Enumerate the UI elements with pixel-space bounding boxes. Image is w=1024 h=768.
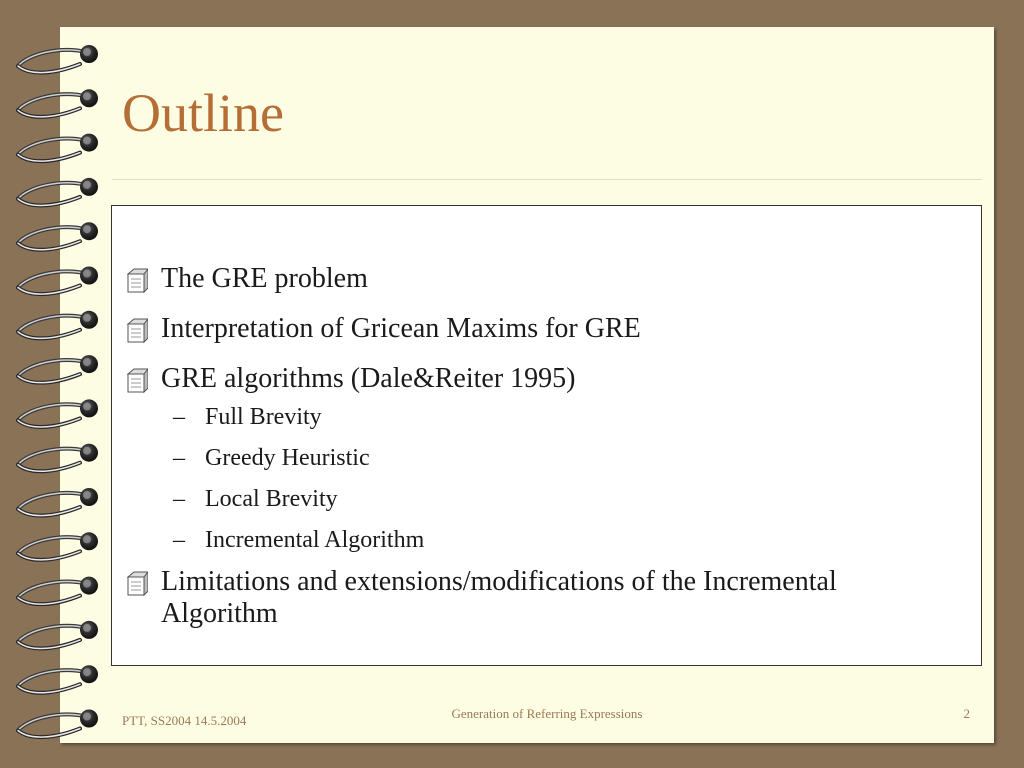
- bullet-text: The GRE problem: [161, 263, 368, 294]
- sub-item-text: Local Brevity: [205, 486, 338, 512]
- bullet-text: Limitations and extensions/modifications of the Incremental Algorithm: [161, 566, 837, 629]
- footer-course-date: PTT, SS2004 14.5.2004: [122, 713, 247, 728]
- bullet-text: GRE algorithms (Dale&Reiter 1995): [161, 363, 576, 394]
- sub-item: [161, 403, 941, 431]
- sub-item: [161, 485, 941, 513]
- sub-item-text: Incremental Algorithm: [205, 527, 425, 553]
- sub-item-text: Full Brevity: [205, 404, 322, 430]
- notebook-icon: [124, 571, 148, 597]
- dash-marker: –: [173, 445, 185, 471]
- bullet-item: [112, 263, 981, 295]
- bullet-item: [112, 313, 981, 345]
- notebook-icon: [124, 318, 148, 344]
- page-number: 2: [963, 706, 970, 721]
- bullet-item: [112, 566, 981, 630]
- slide-title: Outline: [122, 83, 284, 143]
- content-box: [111, 205, 982, 666]
- sub-item-text: Greedy Heuristic: [205, 445, 370, 471]
- dash-marker: –: [173, 527, 185, 553]
- footer-title: Generation of Referring Expressions: [451, 706, 643, 721]
- bullet-text: Interpretation of Gricean Maxims for GRE: [161, 313, 641, 344]
- bullet-item: [112, 363, 981, 554]
- dash-marker: –: [173, 404, 185, 430]
- sub-list: [161, 403, 941, 554]
- title-divider: [112, 179, 982, 180]
- dash-marker: –: [173, 486, 185, 512]
- sub-item: [161, 526, 941, 554]
- notebook-icon: [124, 368, 148, 394]
- bullet-list: [112, 263, 981, 648]
- notebook-icon: [124, 268, 148, 294]
- sub-item: [161, 444, 941, 472]
